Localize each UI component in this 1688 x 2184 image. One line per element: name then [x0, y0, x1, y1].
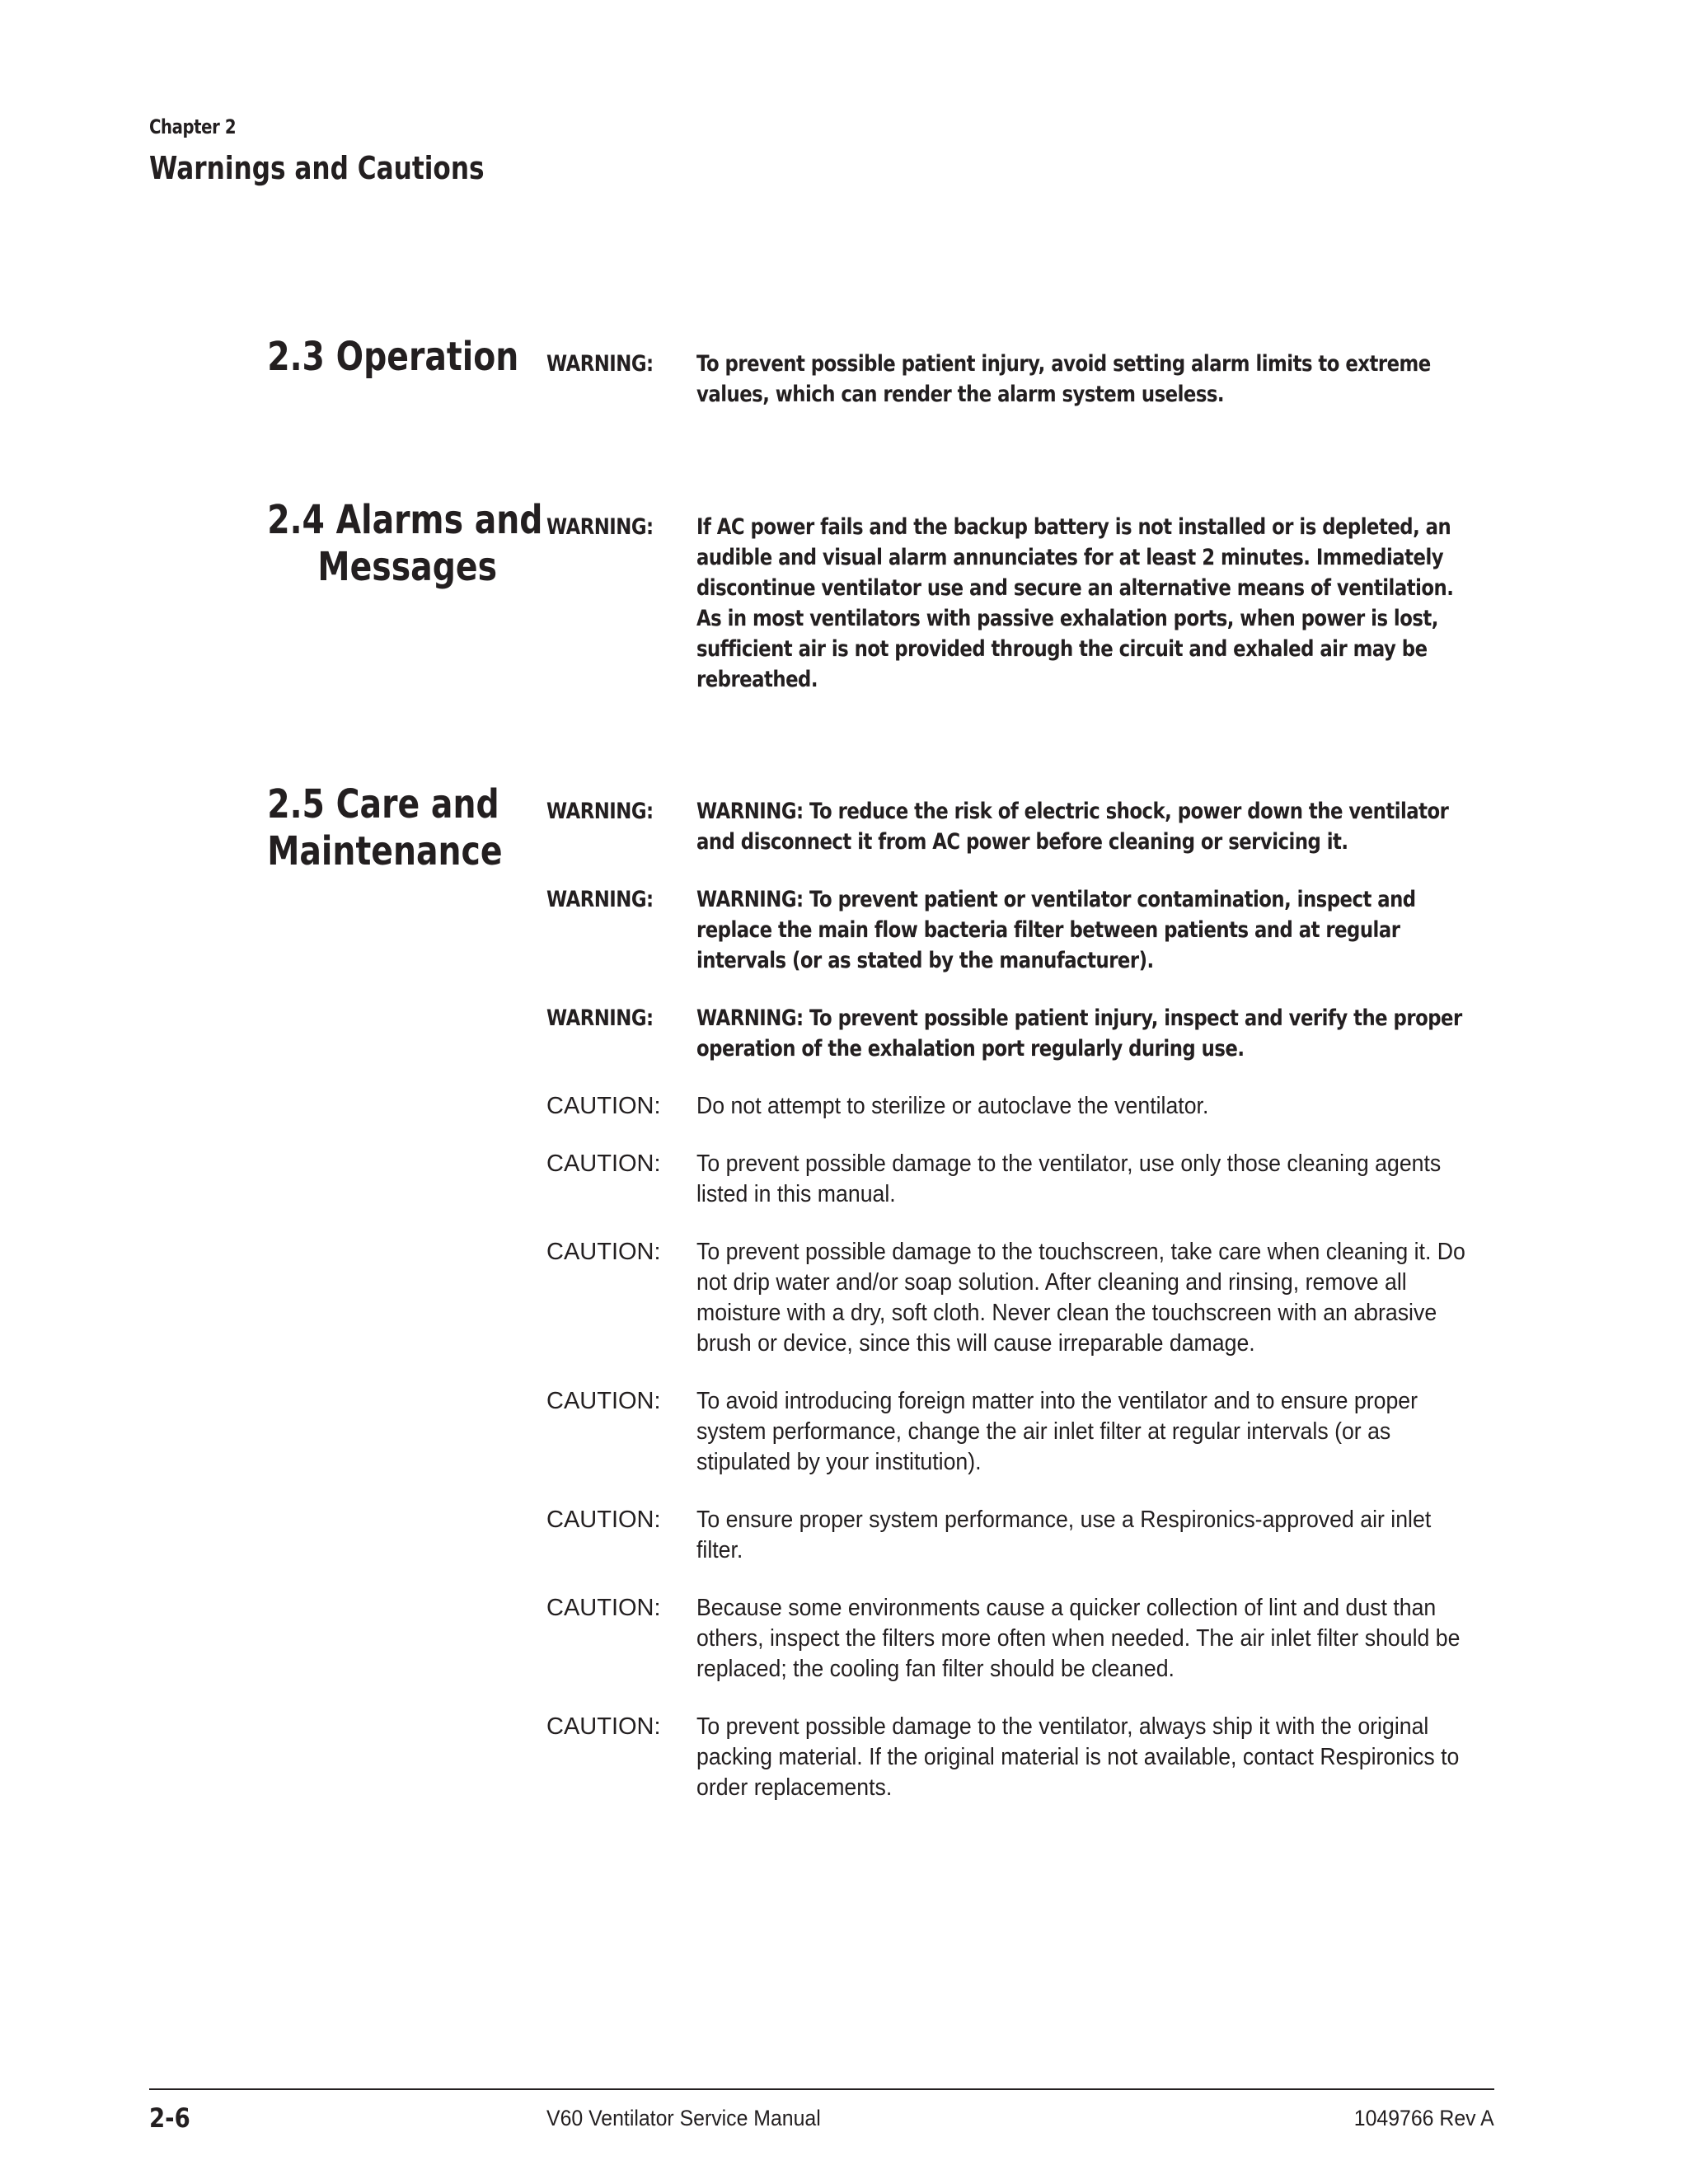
section-heading-line: 2.4 Alarms and — [267, 497, 543, 543]
footer-divider — [149, 2088, 1494, 2090]
caution-notice — [546, 1149, 1503, 1210]
notice-text: Do not attempt to sterilize or autoclave the ventilator. — [696, 1093, 1209, 1119]
section-heading-line: 2.3 Operation — [267, 334, 519, 380]
notice-list — [546, 349, 1503, 437]
notice-label: WARNING: — [546, 1005, 654, 1031]
notice-label: CAUTION: — [546, 1388, 661, 1414]
caution-notice — [546, 1593, 1503, 1685]
notice-text: To prevent possible damage to the ventilator, use only those cleaning agents listed in this manual. — [696, 1151, 1442, 1207]
notice-label: CAUTION: — [546, 1595, 661, 1621]
manual-title: V60 Ventilator Service Manual — [546, 2106, 821, 2130]
notice-list — [546, 796, 1503, 1830]
caution-notice — [546, 1091, 1503, 1122]
section-heading-line: 2.5 Care and — [267, 781, 499, 827]
notice-text: To prevent possible damage to the touchscreen, take care when cleaning it. Do not drip water and/or soap solution. After cleaning and rinsing, remove all moisture with a dry, soft cloth. Never clean the touchscreen with an abrasive brush or device, since this will cause irreparable damage. — [696, 1239, 1465, 1357]
notice-text: To ensure proper system performance, use a Respironics-approved air inlet filter. — [696, 1507, 1432, 1563]
notice-label: CAUTION: — [546, 1093, 661, 1119]
page-footer — [149, 2102, 1494, 2139]
notice-text: WARNING: To prevent possible patient injury, inspect and verify the proper operation of the exhalation port regularly during use. — [696, 1005, 1462, 1062]
warning-notice — [546, 796, 1503, 857]
notice-text: WARNING: To prevent patient or ventilator contamination, inspect and replace the main flow bacteria filter between patients and at regular intervals (or as stated by the manufacturer). — [696, 887, 1416, 973]
notice-label: WARNING: — [546, 887, 654, 912]
warning-notice — [546, 1003, 1503, 1064]
notice-label: CAUTION: — [546, 1507, 661, 1533]
notice-text: To prevent possible damage to the ventilator, always ship it with the original packing material. If the original material is not available, contact Respironics to order replacements. — [696, 1713, 1460, 1801]
section-heading — [267, 334, 519, 381]
warning-notice — [546, 884, 1503, 976]
notice-text: To prevent possible patient injury, avoid setting alarm limits to extreme values, which can render the alarm system useless. — [696, 351, 1431, 407]
caution-notice — [546, 1237, 1503, 1359]
notice-list — [546, 512, 1503, 722]
notice-text: WARNING: To reduce the risk of electric shock, power down the ventilator and disconnect it from AC power before cleaning or servicing it. — [696, 799, 1449, 855]
notice-text: If AC power fails and the backup battery is not installed or is depleted, an audible and visual alarm annunciates for at least 2 minutes. Immediately discontinue ventilator use and secure an alternative means of ventilation. As in most ventilators with passive exhalation ports, when power is lost, sufficient air is not provided through the circuit and exhaled air may be rebreathed. — [696, 514, 1454, 692]
notice-label: WARNING: — [546, 351, 654, 377]
running-head — [149, 115, 558, 186]
caution-notice — [546, 1712, 1503, 1803]
chapter-label: Chapter 2 — [149, 115, 237, 138]
chapter-title: Warnings and Cautions — [149, 150, 485, 186]
caution-notice — [546, 1386, 1503, 1478]
section-heading — [267, 497, 543, 591]
notice-label: WARNING: — [546, 514, 654, 540]
section-heading — [267, 781, 503, 875]
notice-label: CAUTION: — [546, 1151, 661, 1177]
warning-notice — [546, 512, 1503, 695]
notice-text: Because some environments cause a quicker collection of lint and dust than others, inspect the filters more often when needed. The air inlet filter should be replaced; the cooling fan filter should be cleaned. — [696, 1595, 1461, 1682]
caution-notice — [546, 1505, 1503, 1566]
section-heading-line: Messages — [317, 544, 497, 590]
section-heading-line: Maintenance — [267, 828, 503, 874]
document-number: 1049766 Rev A — [1354, 2106, 1494, 2130]
page-number: 2-6 — [149, 2102, 190, 2134]
notice-text: To avoid introducing foreign matter into the ventilator and to ensure proper system performance, change the air inlet filter at regular intervals (or as stipulated by your institution). — [696, 1388, 1418, 1475]
notice-label: CAUTION: — [546, 1239, 661, 1265]
notice-label: CAUTION: — [546, 1713, 661, 1740]
notice-label: WARNING: — [546, 799, 654, 824]
warning-notice — [546, 349, 1503, 410]
